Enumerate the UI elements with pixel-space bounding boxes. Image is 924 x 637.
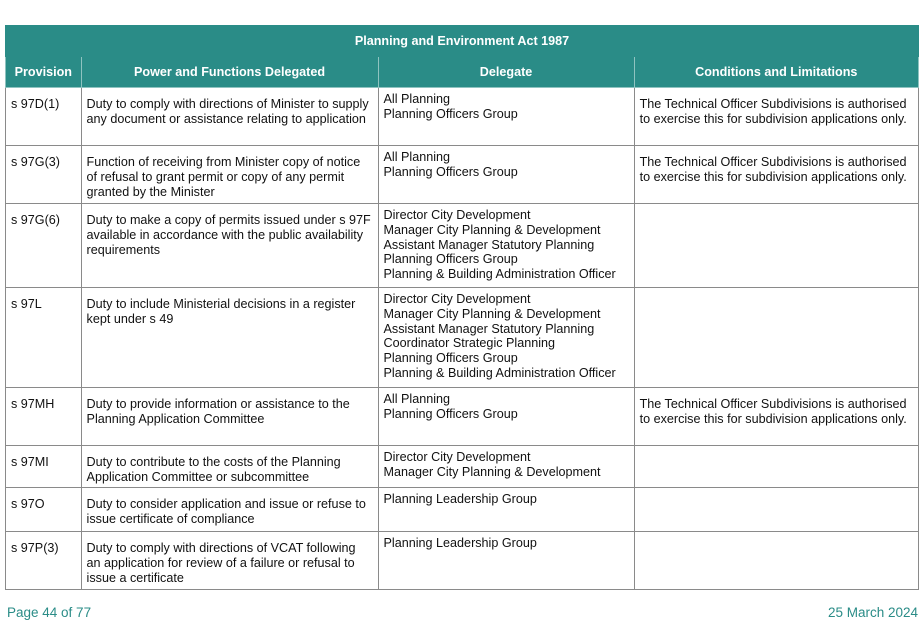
- conditions-cell: The Technical Officer Subdivisions is authorised to exercise this for subdivision applications only.: [634, 388, 918, 446]
- table-row: [6, 488, 919, 532]
- table-row: [6, 88, 919, 146]
- delegate-cell: [378, 146, 634, 204]
- power-cell: Duty to comply with directions of Minister to supply any document or assistance relating to application: [81, 88, 378, 146]
- delegate-item: Planning Officers Group: [383, 351, 518, 366]
- delegate-item: Planning Officers Group: [383, 164, 518, 179]
- table-row: [6, 446, 919, 488]
- conditions-cell: [634, 288, 918, 388]
- power-cell: Duty to contribute to the costs of the Planning Application Committee or subcommittee: [81, 446, 378, 488]
- table-row: [6, 388, 919, 446]
- delegate-cell: [378, 488, 634, 532]
- provision-cell: s 97L: [6, 288, 82, 388]
- conditions-cell: The Technical Officer Subdivisions is authorised to exercise this for subdivision applications only.: [634, 88, 918, 146]
- table-header-row: [6, 57, 919, 88]
- provision-cell: s 97G(3): [6, 146, 82, 204]
- provision-cell: s 97D(1): [6, 88, 82, 146]
- delegate-cell: [378, 288, 634, 388]
- delegate-item: Planning & Building Administration Officer: [383, 267, 616, 282]
- conditions-cell: The Technical Officer Subdivisions is authorised to exercise this for subdivision applications only.: [634, 146, 918, 204]
- provision-cell: s 97P(3): [6, 532, 82, 590]
- conditions-cell: [634, 446, 918, 488]
- header-conditions: Conditions and Limitations: [634, 57, 918, 88]
- delegate-item: Manager City Planning & Development: [383, 464, 601, 479]
- delegate-item: All Planning: [383, 392, 451, 406]
- table-row: [6, 146, 919, 204]
- delegate-item: All Planning: [383, 92, 451, 106]
- delegate-item: Planning Leadership Group: [383, 536, 537, 550]
- delegation-table: [5, 25, 919, 590]
- table-title: Planning and Environment Act 1987: [6, 26, 919, 57]
- delegate-item: Planning Officers Group: [383, 106, 518, 121]
- table-body: [6, 88, 919, 590]
- power-cell: Duty to consider application and issue or refuse to issue certificate of compliance: [81, 488, 378, 532]
- table-row: [6, 532, 919, 590]
- delegate-cell: [378, 204, 634, 288]
- delegate-item: Coordinator Strategic Planning: [383, 336, 556, 351]
- provision-cell: s 97MI: [6, 446, 82, 488]
- delegate-item: Planning & Building Administration Officer: [383, 365, 616, 380]
- conditions-cell: [634, 532, 918, 590]
- delegate-item: Director City Development: [383, 208, 531, 222]
- provision-cell: s 97G(6): [6, 204, 82, 288]
- delegate-item: Assistant Manager Statutory Planning: [383, 237, 595, 252]
- document-date: 25 March 2024: [827, 605, 918, 620]
- header-power: Power and Functions Delegated: [81, 57, 378, 88]
- delegate-item: Director City Development: [383, 292, 531, 306]
- power-cell: Duty to provide information or assistance to the Planning Application Committee: [81, 388, 378, 446]
- power-cell: Duty to include Ministerial decisions in a register kept under s 49: [81, 288, 378, 388]
- delegate-cell: [378, 388, 634, 446]
- page-number: Page 44 of 77: [7, 605, 92, 620]
- delegate-cell: [378, 446, 634, 488]
- delegate-item: Planning Leadership Group: [383, 492, 537, 506]
- delegate-cell: [378, 532, 634, 590]
- power-cell: Duty to comply with directions of VCAT following an application for review of a failure or refusal to issue a certificate: [81, 532, 378, 590]
- table-row: [6, 288, 919, 388]
- delegate-cell: [378, 88, 634, 146]
- delegate-item: All Planning: [383, 150, 451, 164]
- header-delegate: Delegate: [378, 57, 634, 88]
- power-cell: Duty to make a copy of permits issued under s 97F available in accordance with the public availability requirements: [81, 204, 378, 288]
- delegate-item: Planning Officers Group: [383, 252, 518, 267]
- provision-cell: s 97MH: [6, 388, 82, 446]
- header-provision: Provision: [6, 57, 82, 88]
- table-row: [6, 204, 919, 288]
- table-title-row: [6, 26, 919, 57]
- delegate-item: Manager City Planning & Development: [383, 222, 601, 237]
- power-cell: Function of receiving from Minister copy of notice of refusal to grant permit or copy of any permit granted by the Minister: [81, 146, 378, 204]
- delegate-item: Manager City Planning & Development: [383, 306, 601, 321]
- delegate-item: Director City Development: [383, 450, 531, 464]
- delegate-item: Planning Officers Group: [383, 406, 518, 421]
- provision-cell: s 97O: [6, 488, 82, 532]
- delegate-item: Assistant Manager Statutory Planning: [383, 321, 595, 336]
- conditions-cell: [634, 204, 918, 288]
- conditions-cell: [634, 488, 918, 532]
